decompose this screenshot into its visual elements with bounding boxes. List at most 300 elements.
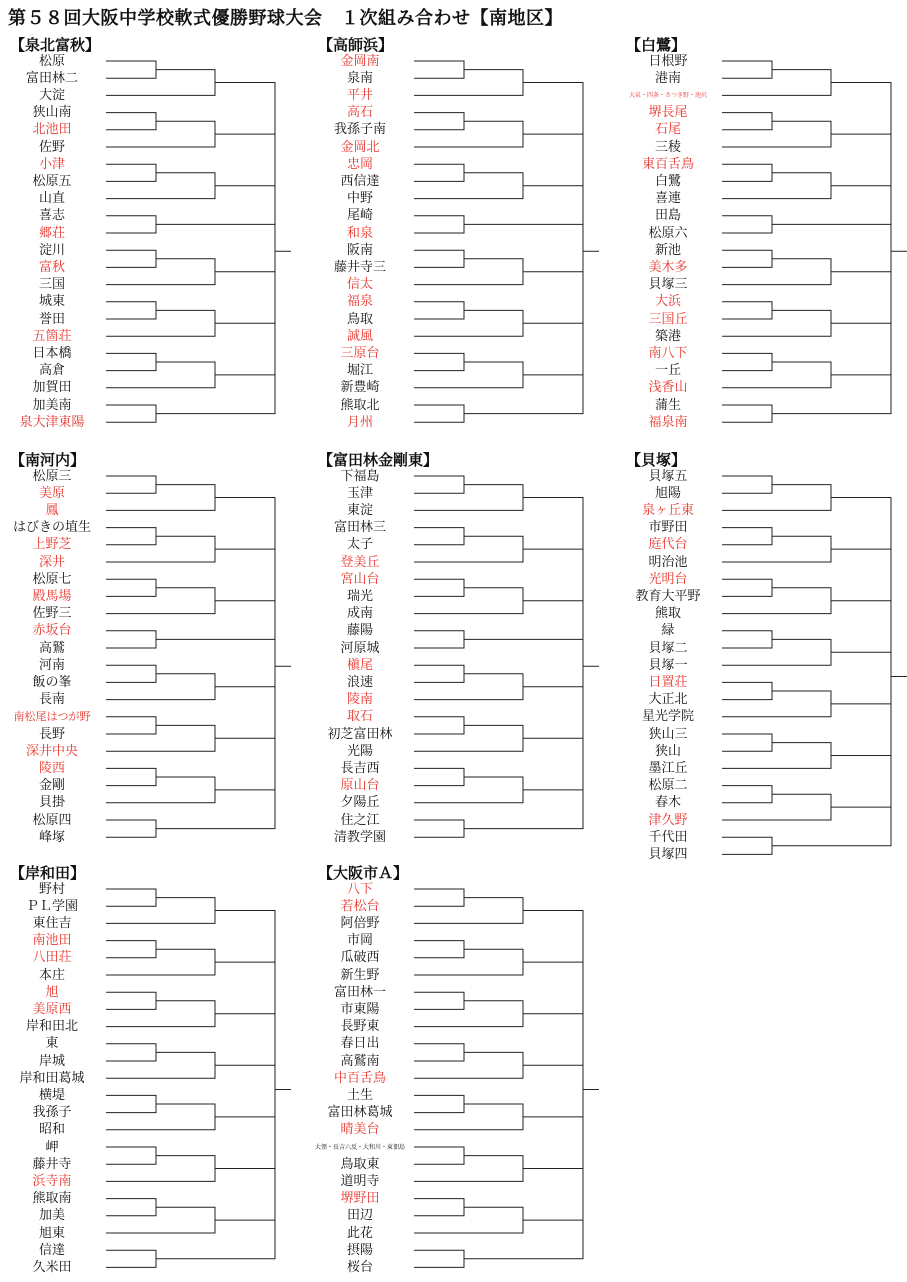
- block-title: 【高師浜】: [318, 36, 394, 54]
- team-name: 鳥取: [346, 311, 373, 327]
- team-name: 富田林一: [333, 984, 386, 1000]
- bracket-connector: [722, 579, 772, 596]
- team-name: 瓜破西: [340, 950, 380, 966]
- team-name: 夕陽丘: [340, 795, 380, 811]
- bracket-lines: [10, 449, 300, 869]
- team-name: 春木: [654, 795, 681, 811]
- bracket-connector: [106, 588, 215, 614]
- team-name: 富田林三: [333, 520, 386, 536]
- team-name: 五箇荘: [32, 328, 72, 344]
- bracket-connector: [414, 528, 464, 545]
- bracket-connector: [106, 992, 156, 1009]
- team-name: 喜連: [654, 191, 681, 207]
- team-name: 摂陽: [346, 1242, 373, 1258]
- bracket-connector: [414, 476, 464, 493]
- team-name: 河原城: [340, 640, 380, 656]
- team-name: 熊取南: [32, 1191, 72, 1207]
- team-name: 南八下: [648, 345, 688, 361]
- block-title: 【南河内】: [10, 451, 86, 469]
- team-name: 峰塚: [38, 829, 65, 845]
- team-name: 東: [45, 1036, 59, 1052]
- team-name: 三国: [38, 277, 65, 293]
- bracket-connector: [722, 362, 831, 388]
- bracket-connector: [722, 734, 772, 751]
- team-name: 西信達: [340, 173, 380, 189]
- bracket-connector: [106, 173, 215, 199]
- team-name: 大泉・四条・さつき野・池尻: [628, 91, 707, 99]
- team-name: 南松尾はつが野: [13, 710, 91, 724]
- bracket-connector: [722, 588, 831, 614]
- team-name: 淀川: [38, 242, 65, 258]
- team-name: 誉田: [38, 311, 65, 327]
- team-name: 藤井寺: [32, 1156, 72, 1172]
- bracket-connector: [414, 992, 464, 1009]
- team-name: 明治池: [648, 554, 688, 570]
- bracket-connector: [523, 498, 583, 550]
- team-name: 高鷲南: [340, 1053, 380, 1069]
- block-title: 【泉北富秋】: [10, 36, 101, 54]
- bracket-connector: [414, 949, 523, 975]
- bracket-connector: [722, 631, 772, 648]
- bracket-connector: [414, 1147, 464, 1164]
- team-name: 岸和田北: [25, 1019, 78, 1035]
- team-name: 狭山南: [32, 105, 72, 121]
- team-name: 貝掛: [38, 795, 65, 811]
- bracket-connector: [414, 1207, 523, 1233]
- team-name: 墨江丘: [648, 760, 688, 776]
- bracket-lines: [10, 862, 300, 1282]
- team-name: 加賀田: [32, 380, 72, 396]
- bracket-connector: [215, 498, 275, 550]
- team-name: 小津: [38, 156, 65, 172]
- bracket-connector: [106, 579, 156, 596]
- bracket-connector: [414, 61, 464, 78]
- bracket-connector: [414, 362, 523, 388]
- bracket-connector: [414, 820, 464, 837]
- team-name: 佐野: [38, 139, 65, 155]
- bracket-connector: [106, 485, 215, 511]
- bracket-connector: [215, 911, 275, 963]
- bracket-connector: [414, 216, 464, 233]
- bracket-connector: [722, 743, 831, 769]
- team-name: 白鷺: [654, 173, 681, 189]
- team-name: 高石: [346, 105, 373, 121]
- bracket-connector: [831, 498, 891, 550]
- team-name: 松原三: [32, 468, 72, 484]
- bracket-connector: [414, 536, 523, 562]
- team-name: 市野田: [648, 520, 688, 536]
- team-name: 緑: [661, 623, 675, 639]
- bracket-connector: [106, 121, 215, 147]
- bracket-connector: [722, 536, 831, 562]
- bracket-lines: [318, 862, 608, 1282]
- team-name: 貝塚四: [648, 846, 688, 862]
- team-name: 貝塚三: [648, 277, 688, 293]
- team-name: 一丘: [654, 363, 681, 379]
- team-name: 富田林葛城: [327, 1105, 393, 1121]
- team-name: 槇尾: [346, 657, 373, 673]
- team-name: 教育大平野: [635, 588, 701, 604]
- team-name: 藤陽: [346, 623, 373, 639]
- team-name: 岸城: [38, 1053, 65, 1069]
- team-name: 登美丘: [340, 554, 380, 570]
- block-title: 【富田林金剛東】: [318, 451, 439, 469]
- team-name: 日本橋: [32, 345, 72, 361]
- bracket-connector: [215, 687, 275, 739]
- bracket-connector: [106, 1104, 215, 1130]
- bracket-connector: [414, 665, 464, 682]
- team-name: 鳳: [45, 502, 59, 518]
- team-name: 三稜: [654, 139, 681, 155]
- bracket-connector: [106, 768, 156, 785]
- team-name: 道明寺: [340, 1173, 380, 1189]
- bracket-connector: [106, 1207, 215, 1233]
- bracket-connector: [106, 889, 156, 906]
- team-name: 横堤: [38, 1087, 65, 1103]
- bracket-lines: [318, 34, 608, 454]
- team-name: 熊取: [654, 606, 681, 622]
- team-name: 東淀: [346, 502, 373, 518]
- bracket-connector: [722, 173, 831, 199]
- bracket-connector: [414, 717, 464, 734]
- team-name: 宮山台: [340, 571, 380, 587]
- team-name: 松原: [38, 53, 65, 69]
- team-name: 若松台: [340, 898, 380, 914]
- bracket-connector: [722, 691, 831, 717]
- bracket-connector: [523, 272, 583, 324]
- team-name: 松原二: [648, 778, 688, 794]
- team-name: 高鷲: [38, 640, 65, 656]
- bracket-connector: [106, 1044, 156, 1061]
- team-name: 長吉西: [340, 760, 380, 776]
- bracket-connector: [414, 588, 523, 614]
- bracket-lines: [10, 34, 300, 454]
- bracket-connector: [414, 405, 464, 422]
- bracket-connector: [414, 1052, 523, 1078]
- team-name: 陵南: [346, 692, 373, 708]
- team-name: 本庄: [38, 967, 65, 983]
- bracket-connector: [722, 121, 831, 147]
- team-name: 泉南: [346, 70, 373, 86]
- team-name: 瑞光: [346, 588, 373, 604]
- team-name: 陵西: [38, 760, 65, 776]
- team-name: 東百舌鳥: [641, 156, 694, 172]
- team-name: 春日出: [340, 1036, 380, 1052]
- bracket-connector: [414, 1044, 464, 1061]
- bracket-connector: [523, 83, 583, 135]
- team-name: 浜寺南: [32, 1173, 72, 1189]
- team-name: 金岡北: [340, 139, 380, 155]
- bracket-connector: [722, 405, 772, 422]
- team-name: 貝塚一: [648, 657, 688, 673]
- team-name: 岬: [45, 1139, 59, 1155]
- team-name: 殿馬場: [32, 588, 72, 604]
- team-name: 深井: [38, 554, 65, 570]
- team-name: 太子: [346, 537, 373, 553]
- team-name: 取石: [346, 709, 373, 725]
- team-name: 松原四: [32, 812, 72, 828]
- bracket-connector: [106, 528, 156, 545]
- bracket-connector: [722, 310, 831, 336]
- team-name: 住之江: [340, 812, 380, 828]
- team-name: 飯の峯: [32, 674, 72, 690]
- team-name: 阪南: [346, 242, 373, 258]
- bracket-connector: [722, 61, 772, 78]
- team-name: 大淀: [38, 87, 65, 103]
- team-name: 河南: [38, 657, 65, 673]
- bracket-connector: [722, 250, 772, 267]
- team-name: 平井: [346, 87, 373, 103]
- team-name: 此花: [346, 1225, 373, 1241]
- team-name: 新池: [654, 242, 681, 258]
- team-name: 旭: [45, 984, 59, 1000]
- bracket-connector: [106, 259, 215, 285]
- team-name: 福泉: [346, 294, 373, 310]
- bracket-connector: [722, 259, 831, 285]
- bracket-connector: [106, 216, 156, 233]
- team-name: 長野: [38, 726, 65, 742]
- bracket-connector: [106, 61, 156, 78]
- team-name: 松原七: [32, 571, 72, 587]
- bracket-connector: [106, 164, 156, 181]
- bracket-connector: [215, 1014, 275, 1066]
- team-name: はびきの埴生: [12, 520, 91, 536]
- team-name: 蒲生: [654, 397, 681, 413]
- team-name: 月州: [346, 414, 373, 430]
- bracket-connector: [414, 941, 464, 958]
- team-name: 野村: [38, 881, 65, 897]
- team-name: 中百舌鳥: [333, 1070, 386, 1086]
- team-name: 中野: [346, 191, 373, 207]
- team-name: 北池田: [32, 122, 72, 138]
- bracket-connector: [106, 310, 215, 336]
- team-name: 晴美台: [340, 1122, 380, 1138]
- team-name: 加美南: [32, 397, 72, 413]
- page-title: 第５８回大阪中学校軟式優勝野球大会 １次組み合わせ【南地区】: [8, 8, 563, 29]
- team-name: 貝塚五: [648, 468, 688, 484]
- bracket-connector: [106, 820, 156, 837]
- team-name: 浅香山: [648, 380, 688, 396]
- team-name: 石尾: [654, 122, 681, 138]
- bracket-connector: [722, 216, 772, 233]
- bracket-connector: [106, 1147, 156, 1164]
- team-name: 泉大津東陽: [19, 414, 85, 430]
- bracket-connector: [106, 476, 156, 493]
- team-name: 松原五: [32, 173, 72, 189]
- bracket-connector: [106, 777, 215, 803]
- team-name: 尾崎: [346, 208, 373, 224]
- bracket-connector: [414, 121, 523, 147]
- bracket-connector: [414, 259, 523, 285]
- team-name: 堀江: [346, 363, 373, 379]
- bracket-connector: [106, 1199, 156, 1216]
- team-name: 狭山三: [648, 726, 688, 742]
- team-name: 星光学院: [641, 709, 694, 725]
- team-name: 土生: [346, 1087, 373, 1103]
- bracket-connector: [414, 777, 523, 803]
- team-name: 藤井寺三: [333, 259, 386, 275]
- bracket-connector: [106, 1156, 215, 1182]
- team-name: 福泉南: [648, 414, 688, 430]
- bracket-connector: [414, 1156, 523, 1182]
- team-name: 東住吉: [32, 915, 72, 931]
- team-name: 八下: [346, 881, 373, 897]
- team-name: 下福島: [340, 468, 380, 484]
- team-name: 田島: [654, 208, 681, 224]
- bracket-connector: [215, 83, 275, 135]
- team-name: 堺長尾: [648, 105, 688, 121]
- bracket-connector: [106, 717, 156, 734]
- bracket-connector: [414, 725, 523, 751]
- team-name: 久米田: [32, 1259, 72, 1275]
- bracket-connector: [106, 665, 156, 682]
- team-name: 狭山: [654, 743, 681, 759]
- bracket-connector: [414, 768, 464, 785]
- team-name: 長南: [38, 692, 65, 708]
- bracket-connector: [722, 786, 772, 803]
- bracket-connector: [106, 674, 215, 700]
- team-name: 港南: [654, 70, 681, 86]
- team-name: ＰＬ学園: [25, 898, 78, 914]
- block-title: 【白鷺】: [626, 36, 687, 54]
- bracket-connector: [523, 911, 583, 963]
- bracket-connector: [414, 1199, 464, 1216]
- team-name: 成南: [346, 606, 373, 622]
- team-name: 美原: [38, 485, 65, 501]
- bracket-lines: [626, 449, 907, 869]
- team-name: 和泉: [346, 225, 373, 241]
- team-name: 市東陽: [340, 1001, 380, 1017]
- team-name: 玉津: [346, 485, 373, 501]
- team-name: 誠風: [346, 328, 373, 344]
- team-name: 熊取北: [340, 397, 380, 413]
- bracket-connector: [414, 310, 523, 336]
- bracket-connector: [831, 272, 891, 324]
- bracket-connector: [831, 601, 891, 653]
- team-name: 田辺: [346, 1208, 373, 1224]
- team-name: 千代田: [648, 829, 688, 845]
- team-name: 原山台: [340, 778, 380, 794]
- team-name: 泉ヶ丘東: [641, 502, 694, 518]
- team-name: 日置荘: [648, 674, 688, 690]
- bracket-connector: [414, 164, 464, 181]
- team-name: 佐野三: [32, 606, 72, 622]
- team-name: 八田荘: [32, 950, 72, 966]
- bracket-connector: [414, 631, 464, 648]
- bracket-connector: [722, 164, 772, 181]
- team-name: 忠岡: [346, 156, 373, 172]
- team-name: 岸和田葛城: [19, 1070, 85, 1086]
- bracket-connector: [106, 1001, 215, 1027]
- team-name: 三国丘: [648, 311, 688, 327]
- bracket-connector: [414, 113, 464, 130]
- bracket-connector: [215, 272, 275, 324]
- team-name: 新豊崎: [340, 380, 380, 396]
- bracket-connector: [106, 898, 215, 924]
- bracket-connector: [106, 353, 156, 370]
- team-name: 三原台: [340, 345, 380, 361]
- team-name: 加美: [38, 1208, 65, 1224]
- bracket-connector: [414, 1095, 464, 1112]
- bracket-connector: [106, 631, 156, 648]
- team-name: 郷荘: [38, 225, 65, 241]
- team-name: 我孫子: [32, 1105, 72, 1121]
- team-name: 庭代台: [648, 537, 688, 553]
- team-name: 赤坂台: [32, 623, 72, 639]
- bracket-connector: [722, 302, 772, 319]
- team-name: 信達: [38, 1242, 65, 1258]
- bracket-connector: [414, 173, 523, 199]
- bracket-connector: [414, 1001, 523, 1027]
- bracket-connector: [106, 302, 156, 319]
- bracket-connector: [106, 250, 156, 267]
- bracket-connector: [523, 1117, 583, 1169]
- bracket-connector: [106, 941, 156, 958]
- team-name: 旭陽: [654, 485, 681, 501]
- bracket-connector: [722, 639, 831, 665]
- team-name: 高倉: [38, 363, 65, 379]
- bracket-connector: [414, 353, 464, 370]
- bracket-connector: [722, 70, 831, 96]
- bracket-connector: [722, 837, 772, 854]
- team-name: 初芝富田林: [327, 726, 393, 742]
- bracket-connector: [106, 725, 215, 751]
- bracket-connector: [722, 113, 772, 130]
- block-title: 【貝塚】: [626, 451, 687, 469]
- team-name: 津久野: [648, 812, 688, 828]
- team-name: 金岡南: [340, 53, 380, 69]
- team-name: 城東: [38, 294, 65, 310]
- bracket-lines: [626, 34, 907, 454]
- bracket-connector: [722, 476, 772, 493]
- team-name: 美木多: [648, 259, 688, 275]
- team-name: 長野東: [340, 1019, 380, 1035]
- bracket-connector: [414, 579, 464, 596]
- bracket-connector: [215, 1117, 275, 1169]
- bracket-connector: [414, 1250, 464, 1267]
- bracket-connector: [523, 687, 583, 739]
- bracket-connector: [414, 70, 523, 96]
- team-name: 市岡: [346, 933, 373, 949]
- bracket-connector: [106, 405, 156, 422]
- bracket-connector: [414, 889, 464, 906]
- team-name: 金剛: [38, 778, 65, 794]
- bracket-connector: [106, 1095, 156, 1112]
- bracket-connector: [414, 485, 523, 511]
- bracket-connector: [722, 485, 831, 511]
- bracket-connector: [414, 674, 523, 700]
- team-name: 松原六: [648, 225, 688, 241]
- team-name: 堺野田: [340, 1191, 380, 1207]
- bracket-connector: [831, 83, 891, 135]
- block-title: 【岸和田】: [10, 864, 86, 882]
- team-name: 信太: [346, 277, 373, 293]
- bracket-connector: [722, 682, 772, 699]
- team-name: 大浜: [654, 294, 681, 310]
- team-name: 阿倍野: [340, 915, 380, 931]
- team-name: 深井中央: [25, 743, 78, 759]
- team-name: 貝塚二: [648, 640, 688, 656]
- team-name: 昭和: [38, 1122, 65, 1138]
- team-name: 喜志: [38, 208, 65, 224]
- team-name: 山直: [38, 191, 65, 207]
- block-title: 【大阪市Ａ】: [318, 864, 409, 882]
- bracket-connector: [106, 1250, 156, 1267]
- team-name: 旭東: [38, 1225, 65, 1241]
- team-name: 日根野: [648, 53, 688, 69]
- bracket-connector: [523, 1014, 583, 1066]
- team-name: 南池田: [32, 933, 72, 949]
